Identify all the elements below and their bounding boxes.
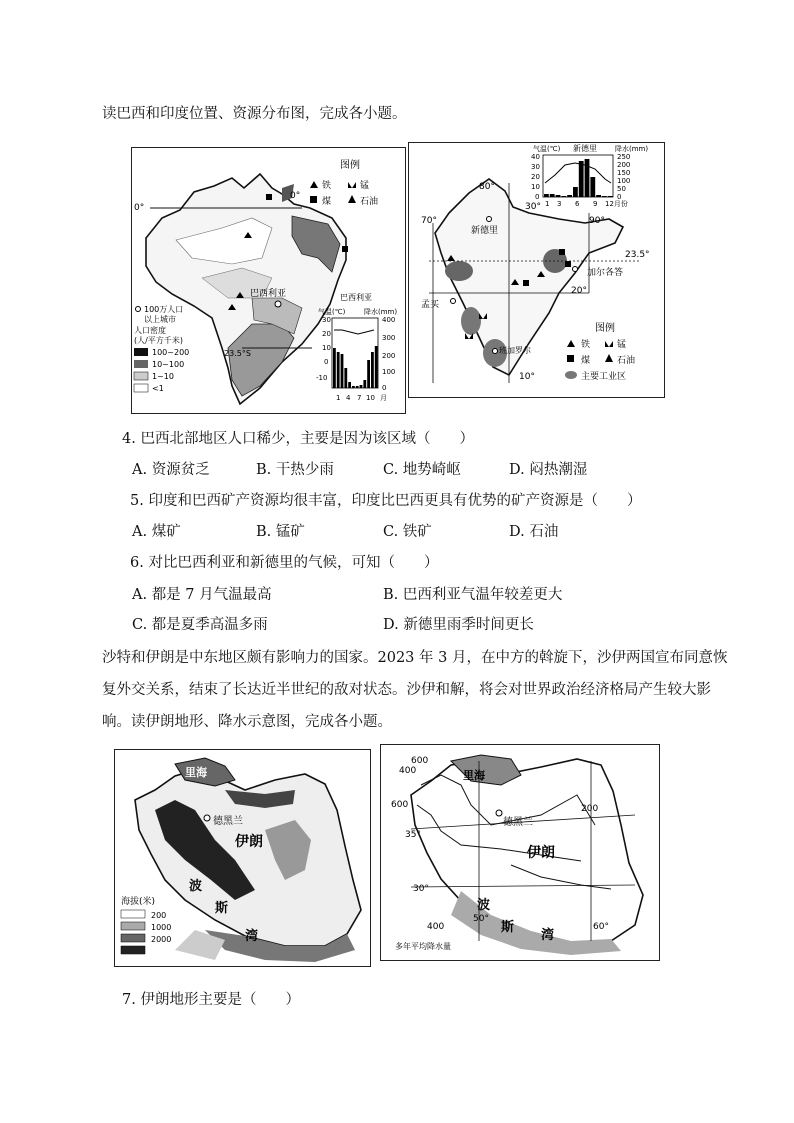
svg-text:6: 6 [575, 200, 580, 208]
isohyet-400: 400 [399, 766, 417, 776]
precip-bar [356, 386, 359, 388]
svg-text:10: 10 [366, 394, 375, 402]
svg-text:30: 30 [531, 163, 540, 171]
density-legend [134, 304, 189, 393]
q4-option-a[interactable]: A. 资源贫乏 [132, 462, 210, 478]
legend-coal: 煤 [322, 197, 332, 207]
svg-text:降水(mm): 降水(mm) [615, 145, 649, 153]
svg-text:20: 20 [531, 173, 540, 181]
svg-text:0: 0 [617, 193, 622, 201]
svg-text:200: 200 [617, 161, 631, 169]
svg-text:100: 100 [617, 177, 631, 185]
tropic-label: 23.5°S [224, 349, 251, 358]
legend-oil: 石油 [360, 197, 379, 207]
gulf-char-2: 斯 [215, 901, 229, 916]
q4-option-d[interactable]: D. 闷热潮湿 [509, 462, 588, 478]
isohyet-600: 600 [411, 756, 429, 766]
iran-terrain-figure [114, 749, 371, 967]
svg-text:20: 20 [322, 330, 331, 338]
caspian-sea-label-2: 里海 [463, 769, 485, 782]
svg-text:250: 250 [617, 153, 631, 161]
svg-text:200: 200 [382, 352, 396, 360]
india-legend-industrial: 主要工业区 [581, 372, 627, 382]
gulf-char-3: 湾 [245, 929, 259, 944]
gulf-char-2b: 斯 [501, 920, 515, 935]
svg-text:0: 0 [382, 384, 387, 392]
lat-35-label: 35° [405, 830, 421, 840]
isohyet-200: 200 [581, 804, 599, 814]
label-10: 10° [519, 372, 535, 382]
precip-bar [352, 386, 355, 388]
equator-label-right: 0° [290, 191, 301, 201]
brasilia-label: 巴西利亚 [250, 289, 287, 299]
svg-text:-10: -10 [316, 374, 328, 382]
caspian-sea-label: 里海 [185, 766, 207, 779]
precip-bar [375, 346, 378, 388]
label-20: 20° [571, 286, 587, 296]
label-90: 90° [589, 216, 605, 226]
precip-bar [561, 196, 566, 197]
industrial-zone [445, 261, 473, 281]
svg-text:100: 100 [382, 368, 396, 376]
svg-text:4: 4 [346, 394, 351, 402]
iran-precip-figure [380, 744, 660, 961]
precip-bar [602, 196, 607, 197]
svg-text:100万人口: 100万人口 [144, 305, 184, 314]
question-6-stem: 6. 对比巴西利亚和新德里的气候，可知（ ） [130, 555, 439, 571]
precip-bar [550, 194, 555, 197]
question-5-stem: 5. 印度和巴西矿产资源均很丰富，印度比巴西更具有优势的矿产资源是（ ） [130, 493, 642, 509]
iran-label: 伊朗 [235, 834, 263, 850]
city-new-delhi: 新德里 [471, 226, 499, 236]
svg-text:1: 1 [545, 200, 550, 208]
svg-text:40: 40 [531, 153, 540, 161]
svg-text:(人/平方千米): (人/平方千米) [134, 336, 183, 345]
svg-text:气温(℃): 气温(℃) [533, 145, 561, 153]
svg-text:降水(mm): 降水(mm) [364, 308, 398, 316]
precip-bar [344, 368, 347, 388]
svg-text:0: 0 [324, 358, 329, 366]
isohyet-400b: 400 [427, 922, 445, 932]
precip-bar [556, 195, 561, 197]
intro-text-2-line-3: 响。读伊朗地形、降水示意图，完成各小题。 [102, 714, 392, 730]
india-legend-manganese: 锰 [617, 340, 627, 350]
q4-option-c[interactable]: C. 地势崎岖 [383, 462, 461, 478]
svg-text:1~10: 1~10 [152, 372, 174, 381]
lon-60-label: 60° [593, 922, 609, 932]
india-legend-title: 图例 [595, 323, 615, 334]
industrial-zone [461, 307, 481, 335]
intro-text-2-line-1: 沙特和伊朗是中东地区颇有影响力的国家。2023 年 3 月，在中方的斡旋下，沙伊两国宣布同意恢 [102, 650, 728, 666]
precip-bar [333, 348, 336, 388]
svg-text:海拔(米): 海拔(米) [121, 897, 156, 907]
svg-text:30: 30 [322, 316, 331, 324]
svg-text:<1: <1 [152, 384, 164, 393]
legend-manganese: 锰 [360, 181, 370, 191]
svg-text:10: 10 [322, 344, 331, 352]
elevation-legend [121, 895, 171, 954]
precip-bar [596, 195, 601, 197]
india-legend-coal: 煤 [581, 356, 591, 366]
svg-text:12月份: 12月份 [605, 200, 628, 208]
precip-bar [348, 382, 351, 388]
svg-text:2000: 2000 [151, 935, 172, 944]
label-80: 80° [479, 182, 495, 192]
q5-option-a[interactable]: A. 煤矿 [132, 524, 181, 540]
india-legend-oil: 石油 [617, 356, 636, 366]
precip-bar [544, 194, 549, 197]
intro-text-1: 读巴西和印度位置、资源分布图，完成各小题。 [102, 106, 407, 122]
label-70: 70° [421, 216, 437, 226]
svg-text:150: 150 [617, 169, 631, 177]
tehran-label-2: 德黑兰 [503, 817, 533, 828]
tehran-label: 德黑兰 [213, 816, 243, 827]
city-bangalore: 班加罗尔 [499, 346, 531, 355]
svg-text:3: 3 [557, 200, 562, 208]
q6-option-d[interactable]: D. 新德里雨季时间更长 [383, 617, 534, 633]
precip-bar [367, 360, 370, 388]
q6-option-a[interactable]: A. 都是 7 月气温最高 [132, 587, 272, 603]
brazil-legend-title: 图例 [340, 160, 360, 171]
gulf-char-1: 波 [189, 879, 203, 894]
intro-text-2-line-2: 复外交关系，结束了长达近半世纪的敌对状态。沙伊和解，将会对世界政治经济格局产生较大影 [102, 682, 711, 698]
precip-bar [341, 354, 344, 388]
lat-30-label: 30° [413, 884, 429, 894]
new-delhi-climate-chart [531, 143, 648, 208]
question-7-stem: 7. 伊朗地形主要是（ ） [122, 992, 300, 1008]
svg-text:300: 300 [382, 334, 396, 342]
isohyet-600b: 600 [391, 800, 409, 810]
precip-bar [608, 196, 613, 197]
gulf-char-3b: 湾 [541, 928, 555, 943]
q5-option-d[interactable]: D. 石油 [509, 524, 559, 540]
svg-text:以上城市: 以上城市 [144, 315, 176, 324]
precip-bar [590, 177, 595, 197]
brazil-map-figure [131, 147, 406, 414]
label-23-5: 23.5° [625, 250, 650, 260]
precip-bar [573, 187, 578, 197]
label-30: 30° [525, 202, 541, 212]
q4-option-b[interactable]: B. 干热少雨 [256, 462, 334, 478]
svg-text:0: 0 [535, 193, 540, 201]
precip-bar [579, 161, 584, 197]
india-legend-iron: 铁 [581, 340, 591, 350]
svg-text:气温(℃): 气温(℃) [318, 308, 346, 316]
legend-iron: 铁 [322, 181, 332, 191]
precip-caption: 多年平均降水量 [395, 942, 451, 951]
svg-text:人口密度: 人口密度 [134, 326, 166, 335]
q6-option-c[interactable]: C. 都是夏季高温多雨 [132, 617, 268, 633]
svg-text:10: 10 [531, 183, 540, 191]
svg-text:200: 200 [151, 911, 167, 920]
lon-50-label: 50° [473, 914, 489, 924]
q5-option-b[interactable]: B. 锰矿 [256, 524, 305, 540]
precip-bar [363, 380, 366, 388]
svg-text:1: 1 [336, 394, 341, 402]
city-kolkata: 加尔各答 [587, 268, 624, 278]
svg-text:9: 9 [593, 200, 598, 208]
equator-label-left: 0° [134, 203, 145, 213]
precip-bar [371, 352, 374, 388]
city-mumbai: 孟买 [421, 300, 440, 310]
brasilia-climate-chart [316, 292, 397, 402]
svg-text:新德里: 新德里 [573, 144, 597, 153]
q5-option-c[interactable]: C. 铁矿 [383, 524, 432, 540]
svg-text:400: 400 [382, 316, 396, 324]
svg-text:1000: 1000 [151, 923, 172, 932]
india-map-figure [408, 142, 665, 398]
svg-text:巴西利亚: 巴西利亚 [340, 293, 372, 302]
iran-label-2: 伊朗 [527, 845, 555, 861]
question-4-stem: 4. 巴西北部地区人口稀少，主要是因为该区域（ ） [122, 431, 474, 447]
svg-text:10~100: 10~100 [152, 360, 185, 369]
precip-bar [360, 385, 363, 388]
svg-text:100~200: 100~200 [152, 348, 190, 357]
q6-option-b[interactable]: B. 巴西利亚气温年较差更大 [383, 587, 563, 603]
gulf-char-1b: 波 [477, 898, 491, 913]
svg-text:50: 50 [617, 185, 626, 193]
svg-text:月: 月 [380, 394, 387, 402]
precip-bar [337, 352, 340, 388]
svg-text:7: 7 [357, 394, 362, 402]
precip-bar [567, 195, 572, 197]
